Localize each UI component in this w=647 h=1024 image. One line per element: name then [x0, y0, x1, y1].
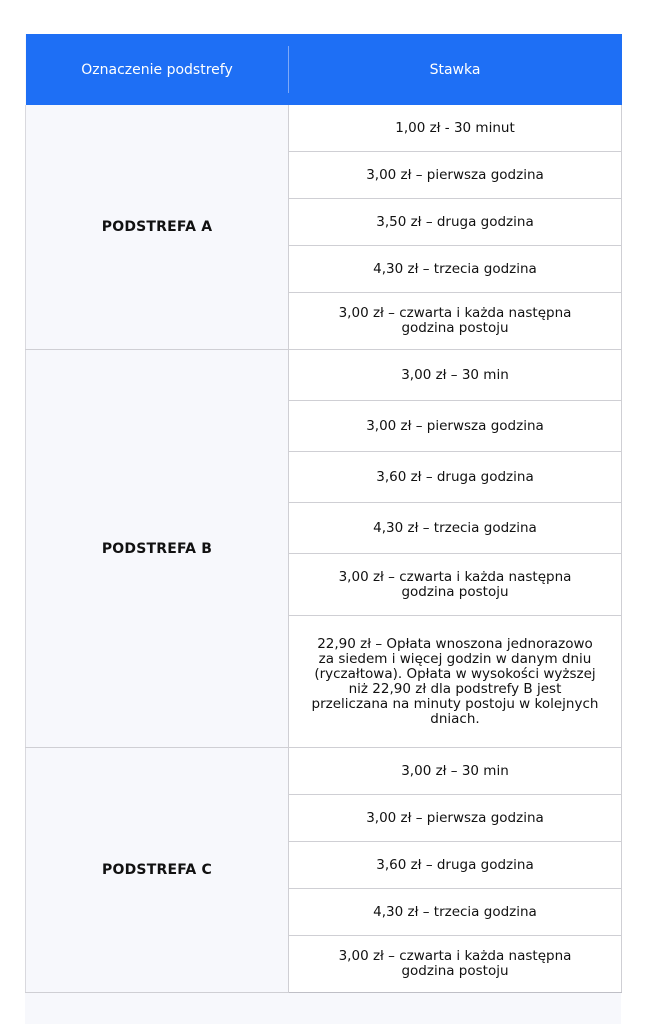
rate-cell: 3,00 zł – 30 min [289, 350, 622, 401]
table-row [26, 350, 622, 401]
zone-label-b: PODSTREFA B [26, 350, 289, 748]
zone-label-c: PODSTREFA C [26, 748, 289, 993]
parking-rates-table [25, 34, 622, 993]
table-row [26, 105, 622, 152]
rate-cell: 4,30 zł – trzecia godzina [289, 503, 622, 554]
rate-cell: 3,00 zł – czwarta i każda następna godzina postoju [289, 293, 622, 350]
rate-cell: 3,00 zł – pierwsza godzina [289, 152, 622, 199]
rate-cell: 3,00 zł – pierwsza godzina [289, 795, 622, 842]
rate-cell: 3,00 zł – 30 min [289, 748, 622, 795]
table-header-row [26, 34, 622, 105]
rate-cell: 1,00 zł - 30 minut [289, 105, 622, 152]
table-row [26, 748, 622, 795]
rate-cell: 22,90 zł – Opłata wnoszona jednorazowo za siedem i więcej godzin w danym dniu (ryczałtowa). Opłata w wysokości wyższej niż 22,90 zł dla podstrefy B jest przeliczana na minuty postoju w kolejnych dniach. [289, 616, 622, 748]
rate-cell: 3,00 zł – czwarta i każda następna godzina postoju [289, 936, 622, 993]
rates-table-container [25, 34, 621, 1024]
rate-cell: 3,00 zł – czwarta i każda następna godzina postoju [289, 554, 622, 616]
header-zone: Oznaczenie podstrefy [26, 34, 289, 105]
rate-cell: 4,30 zł – trzecia godzina [289, 889, 622, 936]
rate-cell: 3,60 zł – druga godzina [289, 842, 622, 889]
zone-label-a: PODSTREFA A [26, 105, 289, 350]
rate-cell: 3,50 zł – druga godzina [289, 199, 622, 246]
header-rate: Stawka [289, 34, 622, 105]
rate-cell: 4,30 zł – trzecia godzina [289, 246, 622, 293]
rate-cell: 3,00 zł – pierwsza godzina [289, 401, 622, 452]
rate-cell: 3,60 zł – druga godzina [289, 452, 622, 503]
